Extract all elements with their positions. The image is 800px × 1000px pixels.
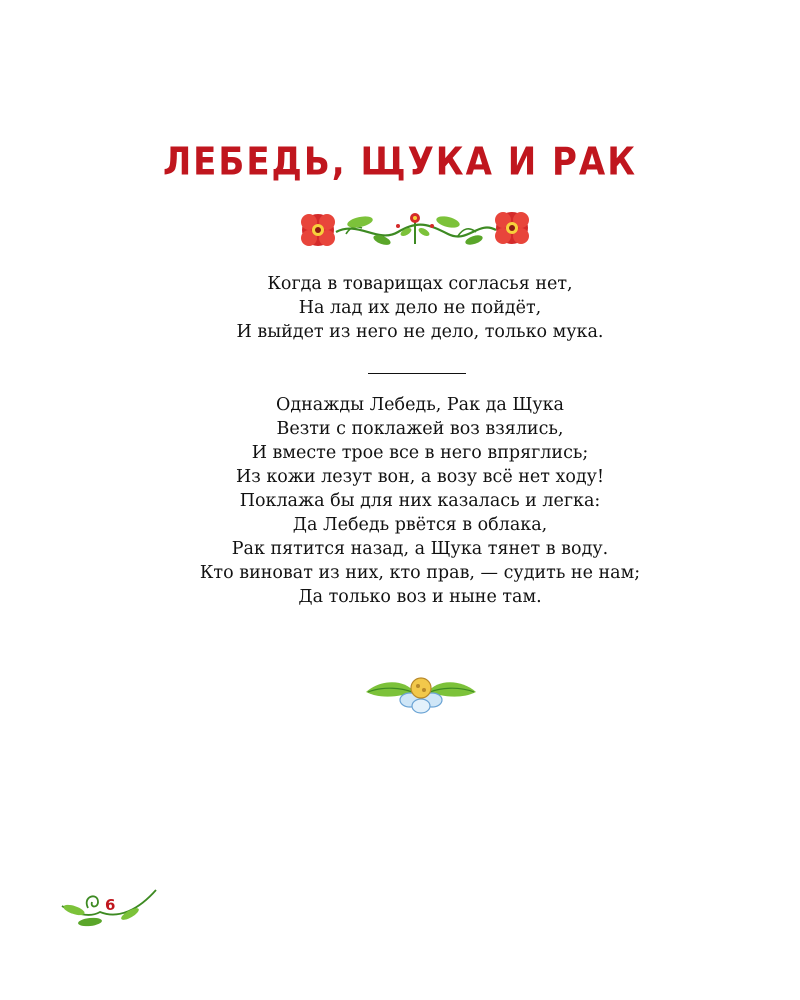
poem-line: И выйдет из него не дело, только мука. [236,322,604,342]
poem-line: Рак пятится назад, а Щука тянет в воду. [231,539,609,559]
page-number: 6 [105,896,116,914]
poem-line: Когда в товарищах согласья нет, [267,274,573,294]
fable-stanza [0,393,800,609]
poem-line: Однажды Лебедь, Рак да Щука [276,395,564,415]
poem-line: Из кожи лезут вон, а возу всё нет ходу! [235,467,605,487]
poem-line: Кто виноват из них, кто прав, — судить не нам; [199,563,641,583]
poem-line: И вместе трое все в него впряглись; [251,443,589,463]
moral-stanza [0,272,800,344]
poem-line: Да только воз и ныне там. [298,587,542,607]
poem-line: Да Лебедь рвётся в облака, [292,515,548,535]
floral-vine-ornament-icon [298,210,534,250]
poem-line: Везти с поклажей воз взялись, [276,419,564,439]
poem-line: На лад их дело не пойдёт, [298,298,542,318]
leaf-flower-ornament-icon [362,670,480,716]
page-title: ЛЕБЕДЬ, ЩУКА И РАК [162,139,638,185]
poem-line: Поклажа бы для них казалась и легка: [239,491,601,511]
stanza-divider [368,373,466,374]
